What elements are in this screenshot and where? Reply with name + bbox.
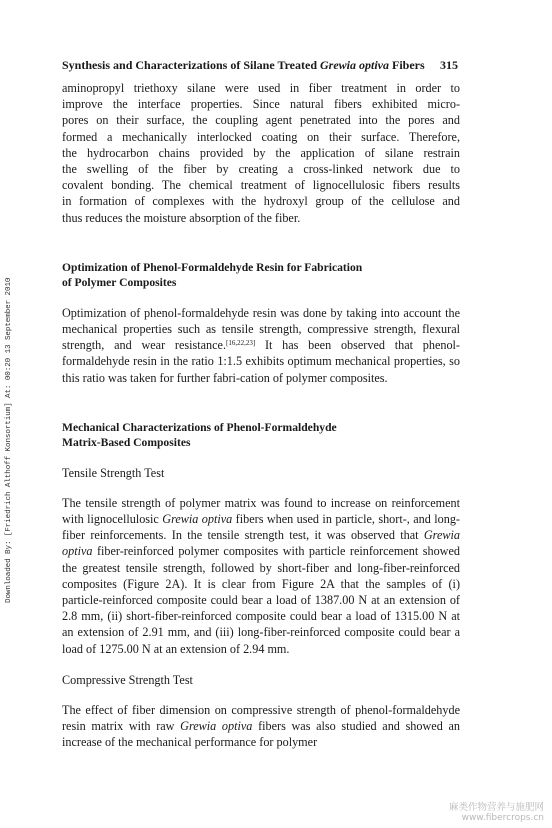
paragraph-line: the swelling of the fiber by creating a cross-linked network due to [62,162,460,177]
paragraph-line: formed a mechanically interlocked coating on their surface. Therefore, [62,129,460,144]
page-body [62,80,460,750]
paragraph-line: covalent bonding. The chemical treatment of lignocellulosic fibers results [62,178,460,193]
paragraph-line: thus reduces the moisture absorption of the fiber. [62,210,301,225]
running-head [62,56,458,74]
paragraph-line: aminopropyl triethoxy silane were used in fiber treatment in order to [62,81,460,95]
site-watermark [414,802,544,824]
paragraph-compressive: The effect of fiber dimension on compressive strength of phenol-formaldehyde resin matrix with raw Grewia optiva fibers was also studied and showed an increase of the mechanical performance for polymer [62,702,460,750]
citation-reference[interactable]: [16,22,23] [226,339,256,348]
page-number: 315 [440,58,458,72]
watermark-chinese: 麻类作物营养与施肥网 [448,802,544,813]
paragraph-line: the hydrocarbon chains provided by the application of silane restrain [62,145,460,160]
download-stamp: Downloaded By: [Friedrich Althoff Konsortium] At: 00:20 13 September 2010 [5,277,13,603]
paragraph-line: pores on their surface, the coupling agent penetrated into the pores and [62,113,460,128]
subsection-heading-tensile: Tensile Strength Test [62,465,165,480]
paragraph-line: in formation of complexes with the hydroxyl group of the cellulose and [62,194,460,209]
paragraph-tensile: The tensile strength of polymer matrix was found to increase on reinforcement with lignocellulosic Grewia optiva fibers when used in particle, short-, and long-fiber reinforcements. In the tensile strength test, it was observed that Grewia optiva fiber-reinforced polymer composites with particle reinforcement showed the greatest tensile strength, followed by short-fiber and long-fiber-reinforced composites (Figure 2A). It is clear from Figure 2A that the samples of (i) particle-reinforced composite could bear a load of 1387.00 N at an extension of 2.8 mm, (ii) short-fiber-reinforced composite could bear a load of 1315.00 N at an extension of 2.91 mm, and (iii) long-fiber-reinforced composite could bear a load of 1275.00 N at an extension of 2.94 mm. [62,495,460,656]
paragraph-line: improve the interface properties. Since natural fibers exhibited micro- [62,97,460,112]
subsection-heading-compressive: Compressive Strength Test [62,672,193,687]
running-head-title: Synthesis and Characterizations of Silane Treated Grewia optiva Fibers [62,58,425,72]
paragraph-silane-treatment [62,80,460,226]
section-heading-mechanical: Mechanical Characterizations of Phenol-Formaldehyde Matrix-Based Composites [62,420,337,450]
paragraph-optimization: Optimization of phenol-formaldehyde resin was done by taking into account the mechanical properties such as tensile strength, compressive strength, flexural strength, and wear resistance.[16,22,23] It has been observed that phenol-formaldehyde resin in the ratio 1:1.5 exhibits optimum mechanical properties, so this ratio was taken for further fabri-cation of polymer composites. [62,305,460,385]
watermark-url: www.fibercrops.cn [461,813,544,823]
section-heading-optimization: Optimization of Phenol-Formaldehyde Resin for Fabrication of Polymer Composites [62,260,363,290]
